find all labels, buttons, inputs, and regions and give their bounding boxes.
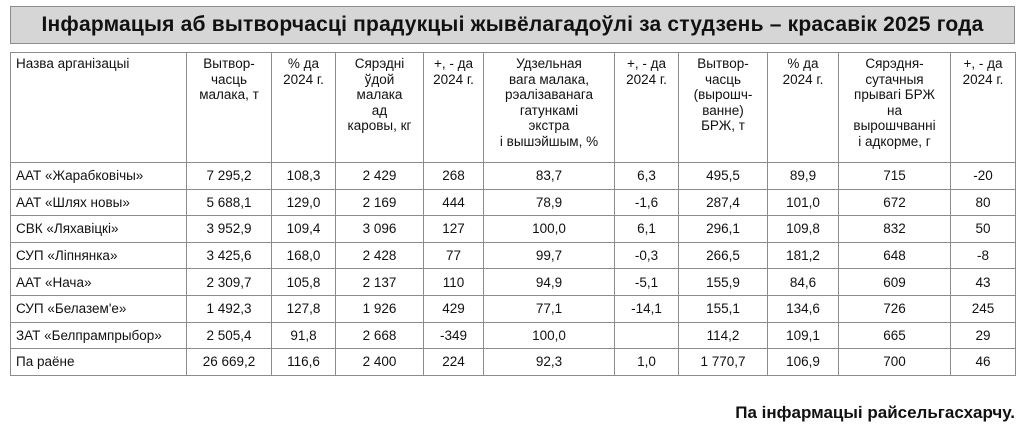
table-row bbox=[11, 163, 1016, 190]
value-cell: 91,8 bbox=[272, 322, 336, 349]
value-cell: 2 309,7 bbox=[187, 269, 272, 296]
column-header: % да 2024 г. bbox=[272, 53, 336, 163]
value-cell: 224 bbox=[424, 349, 484, 376]
value-cell: 245 bbox=[951, 295, 1016, 322]
value-cell: 94,9 bbox=[484, 269, 615, 296]
value-cell: 665 bbox=[839, 322, 951, 349]
value-cell: 296,1 bbox=[679, 216, 768, 243]
value-cell: 26 669,2 bbox=[187, 349, 272, 376]
value-cell: 77,1 bbox=[484, 295, 615, 322]
table-total-row bbox=[11, 349, 1016, 376]
value-cell: 1 770,7 bbox=[679, 349, 768, 376]
organization-name-cell: ААТ «Нача» bbox=[11, 269, 187, 296]
value-cell: 78,9 bbox=[484, 189, 615, 216]
column-header: % да 2024 г. bbox=[768, 53, 839, 163]
value-cell: 181,2 bbox=[768, 242, 839, 269]
column-header: +, - да 2024 г. bbox=[615, 53, 679, 163]
value-cell: 5 688,1 bbox=[187, 189, 272, 216]
table-row bbox=[11, 295, 1016, 322]
organization-name-cell: СУП «Ліпнянка» bbox=[11, 242, 187, 269]
value-cell: 444 bbox=[424, 189, 484, 216]
value-cell: 1,0 bbox=[615, 349, 679, 376]
table-row bbox=[11, 269, 1016, 296]
value-cell: 114,2 bbox=[679, 322, 768, 349]
organization-name-cell: ААТ «Жарабковічы» bbox=[11, 163, 187, 190]
value-cell: 3 096 bbox=[336, 216, 424, 243]
organization-name-cell: ЗАТ «Белпрампрыбор» bbox=[11, 322, 187, 349]
value-cell: -8 bbox=[951, 242, 1016, 269]
value-cell: 2 137 bbox=[336, 269, 424, 296]
value-cell: 6,1 bbox=[615, 216, 679, 243]
column-header: Вытвор- часць малака, т bbox=[187, 53, 272, 163]
organization-name-cell: Па раёне bbox=[11, 349, 187, 376]
value-cell: 7 295,2 bbox=[187, 163, 272, 190]
table-row bbox=[11, 322, 1016, 349]
value-cell: 155,1 bbox=[679, 295, 768, 322]
value-cell: 672 bbox=[839, 189, 951, 216]
column-header: +, - да 2024 г. bbox=[424, 53, 484, 163]
value-cell: 109,4 bbox=[272, 216, 336, 243]
column-header: Назва арганізацыі bbox=[11, 53, 187, 163]
value-cell: 101,0 bbox=[768, 189, 839, 216]
value-cell: -349 bbox=[424, 322, 484, 349]
table-body bbox=[11, 163, 1016, 376]
value-cell: 89,9 bbox=[768, 163, 839, 190]
value-cell bbox=[615, 322, 679, 349]
source-note: Па інфармацыі райсельгасхарчу. bbox=[735, 403, 1015, 422]
value-cell: 108,3 bbox=[272, 163, 336, 190]
value-cell: 129,0 bbox=[272, 189, 336, 216]
value-cell: 100,0 bbox=[484, 322, 615, 349]
value-cell: 100,0 bbox=[484, 216, 615, 243]
value-cell: 155,9 bbox=[679, 269, 768, 296]
value-cell: 116,6 bbox=[272, 349, 336, 376]
value-cell: 648 bbox=[839, 242, 951, 269]
organization-name-cell: ААТ «Шлях новы» bbox=[11, 189, 187, 216]
value-cell: 83,7 bbox=[484, 163, 615, 190]
column-header: Сярэдні ўдой малака ад каровы, кг bbox=[336, 53, 424, 163]
value-cell: -5,1 bbox=[615, 269, 679, 296]
value-cell: 106,9 bbox=[768, 349, 839, 376]
table-row bbox=[11, 216, 1016, 243]
value-cell: 43 bbox=[951, 269, 1016, 296]
value-cell: 134,6 bbox=[768, 295, 839, 322]
value-cell: 80 bbox=[951, 189, 1016, 216]
value-cell: 92,3 bbox=[484, 349, 615, 376]
value-cell: 109,1 bbox=[768, 322, 839, 349]
value-cell: 832 bbox=[839, 216, 951, 243]
column-header: Сярэдня- сутачныя прывагі БРЖ на вырошчванні і адкорме, г bbox=[839, 53, 951, 163]
value-cell: 2 668 bbox=[336, 322, 424, 349]
value-cell: 609 bbox=[839, 269, 951, 296]
value-cell: 127 bbox=[424, 216, 484, 243]
value-cell: 77 bbox=[424, 242, 484, 269]
value-cell: 2 169 bbox=[336, 189, 424, 216]
value-cell: 495,5 bbox=[679, 163, 768, 190]
table-header-row bbox=[11, 53, 1016, 163]
value-cell: 110 bbox=[424, 269, 484, 296]
value-cell: 105,8 bbox=[272, 269, 336, 296]
production-table bbox=[10, 52, 1016, 376]
value-cell: 429 bbox=[424, 295, 484, 322]
value-cell: 168,0 bbox=[272, 242, 336, 269]
value-cell: 2 505,4 bbox=[187, 322, 272, 349]
column-header: Удзельная вага малака, рэалізаванага гатункамі экстра і вышэйшым, % bbox=[484, 53, 615, 163]
value-cell: 1 926 bbox=[336, 295, 424, 322]
value-cell: 109,8 bbox=[768, 216, 839, 243]
column-header: Вытвор- часць (вырошч- ванне) БРЖ, т bbox=[679, 53, 768, 163]
value-cell: 700 bbox=[839, 349, 951, 376]
value-cell: 29 bbox=[951, 322, 1016, 349]
value-cell: -14,1 bbox=[615, 295, 679, 322]
value-cell: -20 bbox=[951, 163, 1016, 190]
column-header: +, - да 2024 г. bbox=[951, 53, 1016, 163]
value-cell: 84,6 bbox=[768, 269, 839, 296]
value-cell: -1,6 bbox=[615, 189, 679, 216]
table-row bbox=[11, 242, 1016, 269]
value-cell: 715 bbox=[839, 163, 951, 190]
value-cell: 6,3 bbox=[615, 163, 679, 190]
value-cell: 2 400 bbox=[336, 349, 424, 376]
organization-name-cell: СВК «Ляхавіцкі» bbox=[11, 216, 187, 243]
value-cell: 266,5 bbox=[679, 242, 768, 269]
value-cell: 2 429 bbox=[336, 163, 424, 190]
value-cell: 99,7 bbox=[484, 242, 615, 269]
value-cell: 2 428 bbox=[336, 242, 424, 269]
value-cell: 268 bbox=[424, 163, 484, 190]
table-row bbox=[11, 189, 1016, 216]
organization-name-cell: СУП «Белазем'е» bbox=[11, 295, 187, 322]
value-cell: -0,3 bbox=[615, 242, 679, 269]
value-cell: 127,8 bbox=[272, 295, 336, 322]
value-cell: 726 bbox=[839, 295, 951, 322]
value-cell: 50 bbox=[951, 216, 1016, 243]
value-cell: 287,4 bbox=[679, 189, 768, 216]
value-cell: 46 bbox=[951, 349, 1016, 376]
value-cell: 1 492,3 bbox=[187, 295, 272, 322]
value-cell: 3 425,6 bbox=[187, 242, 272, 269]
title-bar bbox=[10, 6, 1015, 44]
page-title: Інфармацыя аб вытворчасці прадукцыі жывёлагадоўлі за студзень – красавік 2025 года bbox=[41, 13, 984, 36]
value-cell: 3 952,9 bbox=[187, 216, 272, 243]
